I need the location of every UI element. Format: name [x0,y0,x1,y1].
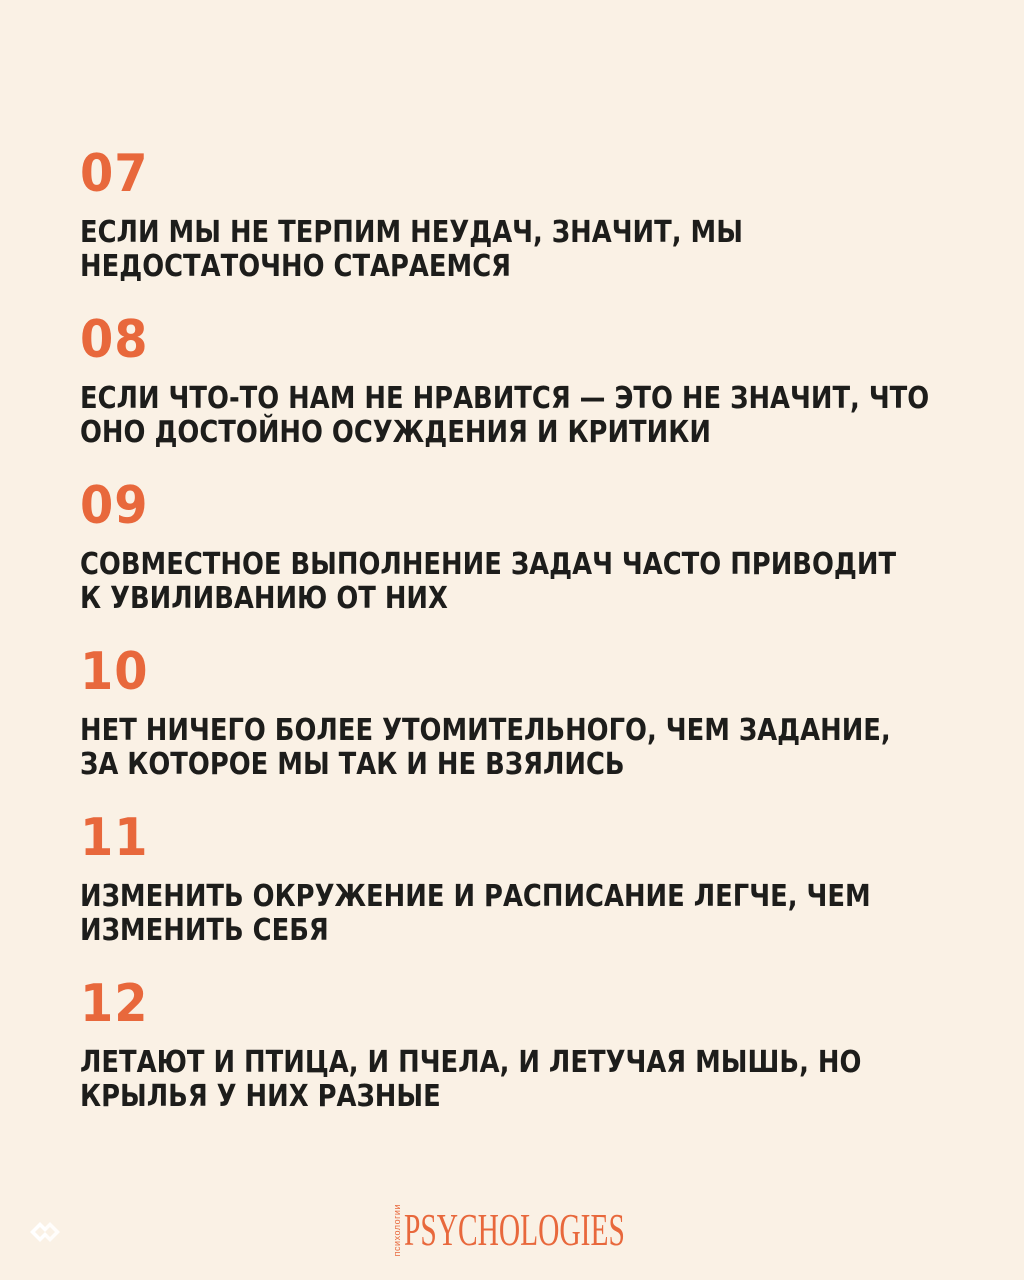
tip-text-line: К УВИЛИВАНИЮ ОТ НИХ [80,581,448,616]
tip-text [80,548,940,616]
tip-text [80,880,940,948]
tip-number: 12 [80,974,149,1034]
tip-text [80,1046,940,1114]
tip-item [80,974,980,1140]
diamond-logo-icon [26,1218,66,1246]
tip-text-line: НЕТ НИЧЕГО БОЛЕЕ УТОМИТЕЛЬНОГО, ЧЕМ ЗАДАНИЕ, [80,713,891,748]
tip-text-line: ЕСЛИ ЧТО-ТО НАМ НЕ НРАВИТСЯ — ЭТО НЕ ЗНАЧИТ, ЧТО [80,381,930,416]
psychologies-logo [392,1204,749,1256]
tip-text [80,382,940,450]
logo-small-text: психологии [392,1203,402,1257]
tip-text-line: ЗА КОТОРОЕ МЫ ТАК И НЕ ВЗЯЛИСЬ [80,747,625,782]
tip-text-line: ИЗМЕНИТЬ СЕБЯ [80,913,329,948]
tip-text-line: СОВМЕСТНОЕ ВЫПОЛНЕНИЕ ЗАДАЧ ЧАСТО ПРИВОДИТ [80,547,897,582]
tip-text-line: ОНО ДОСТОЙНО ОСУЖДЕНИЯ И КРИТИКИ [80,415,711,450]
tip-text [80,714,940,782]
tip-text-line: КРЫЛЬЯ У НИХ РАЗНЫЕ [80,1079,441,1114]
tip-text [80,216,940,284]
tip-text-line: ИЗМЕНИТЬ ОКРУЖЕНИЕ И РАСПИСАНИЕ ЛЕГЧЕ, ЧЕМ [80,879,871,914]
tips-list [80,144,980,1140]
tip-number: 11 [80,808,149,868]
tip-text-line: ЛЕТАЮТ И ПТИЦА, И ПЧЕЛА, И ЛЕТУЧАЯ МЫШЬ, НО [80,1045,862,1080]
tip-number: 10 [80,642,149,702]
logo-main-text: PSYCHOLOGIES [404,1204,625,1255]
tip-text-line: НЕДОСТАТОЧНО СТАРАЕМСЯ [80,249,511,284]
tip-item [80,144,980,310]
tip-text-line: ЕСЛИ МЫ НЕ ТЕРПИМ НЕУДАЧ, ЗНАЧИТ, МЫ [80,215,743,250]
tip-item [80,808,980,974]
tip-item [80,476,980,642]
tip-item [80,642,980,808]
tip-number: 07 [80,144,149,204]
tip-number: 08 [80,310,149,370]
tip-item [80,310,980,476]
tip-number: 09 [80,476,149,536]
